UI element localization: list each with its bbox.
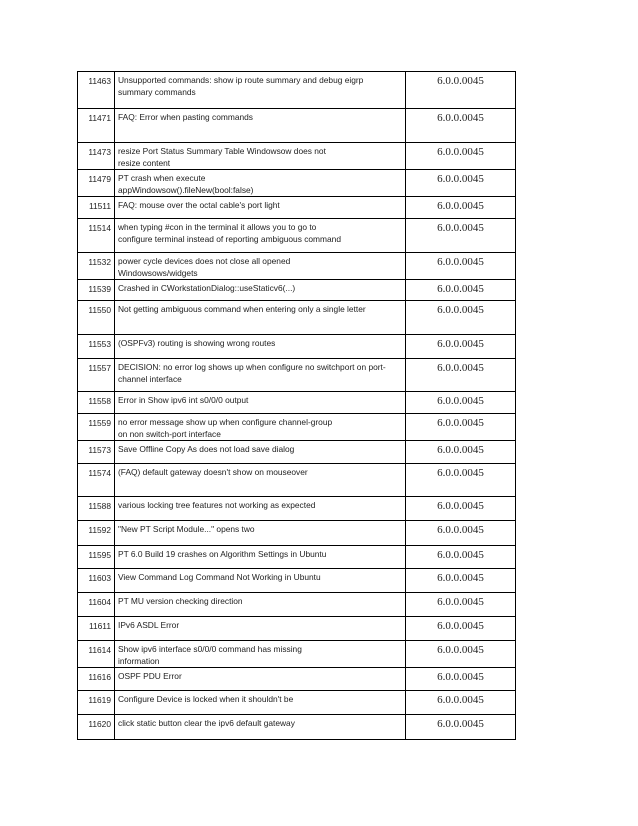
issue-id-cell: 11553 xyxy=(78,335,115,359)
issue-id-cell: 11619 xyxy=(78,691,115,715)
issue-description-text: power cycle devices does not close all opened Windowsows/widgets xyxy=(118,256,291,278)
fixed-version-cell: 6.0.0.0045 xyxy=(406,335,516,359)
issue-description-text: Unsupported commands: show ip route summary and debug eigrp summary commands xyxy=(118,75,364,97)
issue-description-cell xyxy=(115,335,406,359)
table-row xyxy=(78,441,516,464)
table-row xyxy=(78,641,516,668)
issue-id-cell: 11604 xyxy=(78,593,115,617)
issue-description-cell xyxy=(115,641,406,668)
issue-description-text: various locking tree features not working as expected xyxy=(118,500,316,510)
issue-id-cell: 11479 xyxy=(78,170,115,197)
issue-description-cell xyxy=(115,170,406,197)
table-row xyxy=(78,109,516,143)
issue-id-cell: 11550 xyxy=(78,301,115,335)
fixed-version-cell: 6.0.0.0045 xyxy=(406,668,516,691)
issue-description-text: Save Offline Copy As does not load save dialog xyxy=(118,444,295,454)
table-row xyxy=(78,170,516,197)
fixed-version-cell: 6.0.0.0045 xyxy=(406,143,516,170)
issue-id-cell: 11473 xyxy=(78,143,115,170)
issue-id-cell: 11616 xyxy=(78,668,115,691)
fixed-version-cell: 6.0.0.0045 xyxy=(406,301,516,335)
issue-description-text: resize Port Status Summary Table Windowsow does not resize content xyxy=(118,146,326,168)
fixed-version-cell: 6.0.0.0045 xyxy=(406,546,516,569)
issue-description-cell xyxy=(115,464,406,497)
issue-id-cell: 11614 xyxy=(78,641,115,668)
issue-description-cell xyxy=(115,301,406,335)
issue-description-cell xyxy=(115,668,406,691)
issue-description-text: click static button clear the ipv6 default gateway xyxy=(118,718,295,728)
fixed-version-cell: 6.0.0.0045 xyxy=(406,441,516,464)
fixed-version-cell: 6.0.0.0045 xyxy=(406,593,516,617)
issue-description-cell xyxy=(115,497,406,521)
fixed-version-cell: 6.0.0.0045 xyxy=(406,569,516,593)
fixed-version-cell: 6.0.0.0045 xyxy=(406,521,516,546)
issue-id-cell: 11514 xyxy=(78,219,115,253)
table-row xyxy=(78,359,516,392)
issue-id-cell: 11592 xyxy=(78,521,115,546)
table-row xyxy=(78,464,516,497)
issue-id-cell: 11588 xyxy=(78,497,115,521)
issue-description-text: no error message show up when configure channel-group on non switch-port interface xyxy=(118,417,333,439)
issue-description-cell xyxy=(115,359,406,392)
table-row xyxy=(78,569,516,593)
fixed-version-cell: 6.0.0.0045 xyxy=(406,497,516,521)
table-row xyxy=(78,72,516,109)
table-row xyxy=(78,593,516,617)
issue-description-text: Crashed in CWorkstationDialog::useStaticv6(...) xyxy=(118,283,296,293)
table-row xyxy=(78,143,516,170)
fixed-version-cell: 6.0.0.0045 xyxy=(406,170,516,197)
fixed-version-cell: 6.0.0.0045 xyxy=(406,641,516,668)
issue-id-cell: 11511 xyxy=(78,197,115,219)
issues-table xyxy=(77,71,516,740)
issue-description-cell xyxy=(115,72,406,109)
issue-id-cell: 11532 xyxy=(78,253,115,280)
issue-description-cell xyxy=(115,569,406,593)
issue-description-text: PT MU version checking direction xyxy=(118,596,243,606)
fixed-version-cell: 6.0.0.0045 xyxy=(406,219,516,253)
table-row xyxy=(78,219,516,253)
issue-description-cell xyxy=(115,280,406,301)
issue-description-text: View Command Log Command Not Working in Ubuntu xyxy=(118,572,321,582)
issue-description-cell xyxy=(115,109,406,143)
issue-description-cell xyxy=(115,521,406,546)
fixed-version-cell: 6.0.0.0045 xyxy=(406,414,516,441)
issue-description-text: FAQ: Error when pasting commands xyxy=(118,112,253,122)
table-row xyxy=(78,497,516,521)
fixed-version-cell: 6.0.0.0045 xyxy=(406,280,516,301)
table-row xyxy=(78,197,516,219)
issue-description-text: (FAQ) default gateway doesn't show on mouseover xyxy=(118,467,308,477)
issue-id-cell: 11539 xyxy=(78,280,115,301)
table-row xyxy=(78,392,516,414)
table-row xyxy=(78,691,516,715)
issue-id-cell: 11559 xyxy=(78,414,115,441)
fixed-version-cell: 6.0.0.0045 xyxy=(406,197,516,219)
issue-id-cell: 11611 xyxy=(78,617,115,641)
issue-id-cell: 11463 xyxy=(78,72,115,109)
fixed-version-cell: 6.0.0.0045 xyxy=(406,359,516,392)
issue-description-cell xyxy=(115,441,406,464)
issue-description-cell xyxy=(115,219,406,253)
fixed-version-cell: 6.0.0.0045 xyxy=(406,715,516,740)
issue-id-cell: 11603 xyxy=(78,569,115,593)
table-row xyxy=(78,253,516,280)
issue-description-cell xyxy=(115,143,406,170)
issue-description-text: "New PT Script Module..." opens two xyxy=(118,524,255,534)
fixed-version-cell: 6.0.0.0045 xyxy=(406,617,516,641)
table-row xyxy=(78,668,516,691)
issue-description-text: OSPF PDU Error xyxy=(118,671,182,681)
fixed-version-cell: 6.0.0.0045 xyxy=(406,691,516,715)
table-row xyxy=(78,414,516,441)
issues-table-body xyxy=(78,72,516,740)
issue-description-cell xyxy=(115,392,406,414)
issue-description-text: Not getting ambiguous command when entering only a single letter xyxy=(118,304,366,314)
issue-id-cell: 11574 xyxy=(78,464,115,497)
issue-description-text: Configure Device is locked when it shouldn't be xyxy=(118,694,294,704)
table-row xyxy=(78,617,516,641)
issue-description-text: (OSPFv3) routing is showing wrong routes xyxy=(118,338,276,348)
issue-description-cell xyxy=(115,691,406,715)
table-row xyxy=(78,335,516,359)
issue-id-cell: 11471 xyxy=(78,109,115,143)
issue-description-text: when typing #con in the terminal it allows you to go to configure terminal instead of reporting ambiguous command xyxy=(118,222,341,244)
issue-id-cell: 11620 xyxy=(78,715,115,740)
issue-description-text: DECISION: no error log shows up when configure no switchport on port- channel interface xyxy=(118,362,386,384)
issue-description-cell xyxy=(115,617,406,641)
table-row xyxy=(78,546,516,569)
issue-id-cell: 11573 xyxy=(78,441,115,464)
fixed-version-cell: 6.0.0.0045 xyxy=(406,464,516,497)
issue-description-cell xyxy=(115,715,406,740)
issue-description-text: FAQ: mouse over the octal cable's port light xyxy=(118,200,280,210)
issue-id-cell: 11557 xyxy=(78,359,115,392)
fixed-version-cell: 6.0.0.0045 xyxy=(406,72,516,109)
issue-description-text: Show ipv6 interface s0/0/0 command has missing information xyxy=(118,644,302,666)
issue-description-cell xyxy=(115,197,406,219)
issue-description-text: PT crash when execute appWindowsow().fileNew(bool:false) xyxy=(118,173,254,195)
table-row xyxy=(78,301,516,335)
fixed-version-cell: 6.0.0.0045 xyxy=(406,253,516,280)
table-row xyxy=(78,715,516,740)
table-row xyxy=(78,521,516,546)
issue-description-cell xyxy=(115,593,406,617)
issue-description-text: IPv6 ASDL Error xyxy=(118,620,180,630)
issue-description-text: Error in Show ipv6 int s0/0/0 output xyxy=(118,395,249,405)
fixed-version-cell: 6.0.0.0045 xyxy=(406,392,516,414)
issue-id-cell: 11595 xyxy=(78,546,115,569)
issue-description-cell xyxy=(115,546,406,569)
issue-description-cell xyxy=(115,414,406,441)
issue-description-cell xyxy=(115,253,406,280)
issue-description-text: PT 6.0 Build 19 crashes on Algorithm Settings in Ubuntu xyxy=(118,549,327,559)
issue-id-cell: 11558 xyxy=(78,392,115,414)
table-row xyxy=(78,280,516,301)
fixed-version-cell: 6.0.0.0045 xyxy=(406,109,516,143)
